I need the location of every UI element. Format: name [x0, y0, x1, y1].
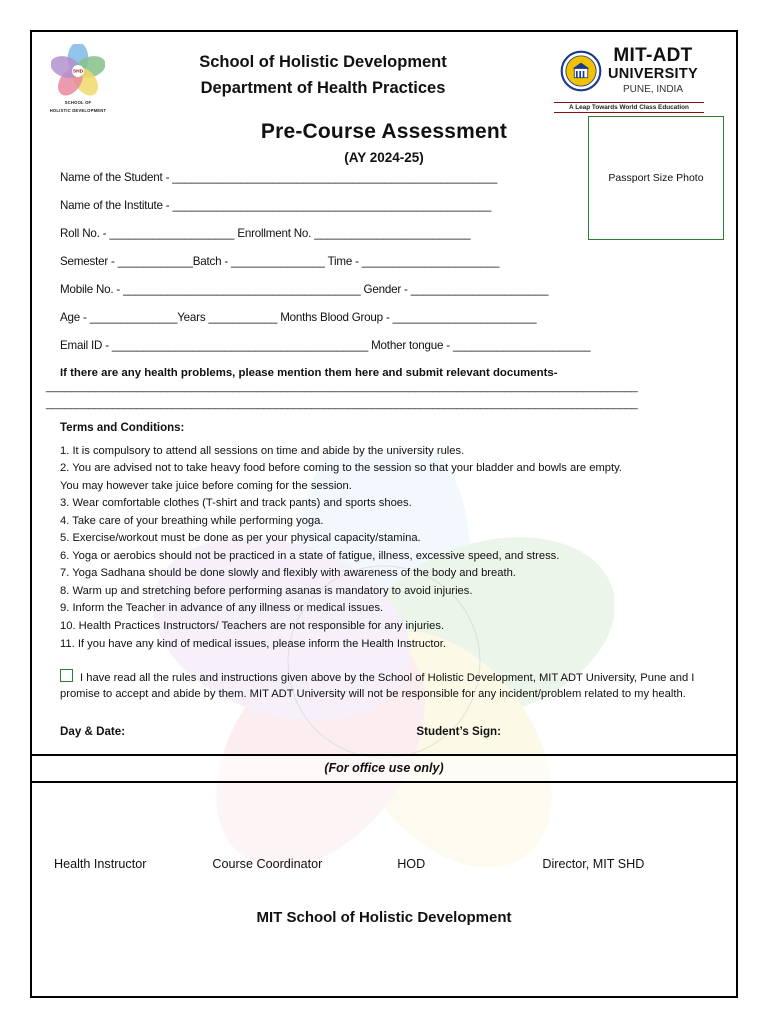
signatory-director[interactable]: Director, MIT SHD — [542, 857, 645, 872]
day-date-label[interactable]: Day & Date: — [60, 725, 126, 739]
declaration-text: I have read all the rules and instructions given above by the School of Holistic Development, MIT ADT University, Pune and I promise to accept and abide by them. MIT ADT University will not be responsible for any incident/problem related to my health. — [60, 671, 695, 701]
mit-tagline: A Leap Towards World Class Education — [554, 102, 704, 113]
document-header — [32, 32, 736, 114]
term-item: 9. Inform the Teacher in advance of any illness or medical issues. — [60, 602, 384, 615]
signatory-health-instructor[interactable]: Health Instructor — [54, 857, 147, 872]
signatory-hod[interactable]: HOD — [397, 857, 426, 872]
declaration-block — [32, 669, 736, 704]
institution-title — [110, 44, 536, 101]
office-use-area — [32, 783, 736, 943]
term-item: 3. Wear comfortable clothes (T-shirt and track pants) and sports shoes. — [60, 497, 412, 510]
health-problems-line-1[interactable]: __________________________________________________________________________________________________ — [46, 380, 638, 393]
signatory-course-coordinator[interactable]: Course Coordinator — [212, 857, 323, 872]
terms-list — [32, 443, 736, 653]
term-item: 2. You are advised not to take heavy food before coming to the session so that your bladder and bowls are empty. — [60, 462, 623, 475]
field-semester-batch-time[interactable]: Semester - ____________Batch - _______________ Time - ______________________ — [60, 254, 500, 268]
field-student-name[interactable]: Name of the Student - ____________________________________________________ — [60, 170, 498, 184]
term-item: 4. Take care of your breathing while performing yoga. — [60, 514, 324, 527]
student-sign-label[interactable]: Student’s Sign: — [416, 725, 501, 739]
mit-seal-icon — [560, 50, 602, 92]
passport-photo-box[interactable]: Passport Size Photo — [588, 116, 724, 240]
field-mobile-gender[interactable]: Mobile No. - ______________________________________ Gender - ______________________ — [60, 282, 549, 296]
page-title: Pre-Course Assessment — [260, 119, 508, 143]
signature-row — [32, 725, 736, 738]
declaration-checkbox[interactable] — [60, 669, 73, 682]
shd-logo — [46, 44, 110, 113]
term-item: 11. If you have any kind of medical issues, please inform the Health Instructor. — [60, 637, 446, 650]
academic-year: (AY 2024-25) — [344, 149, 424, 165]
office-use-bar: (For office use only) — [32, 754, 736, 783]
term-item: 5. Exercise/workout must be done as per your physical capacity/stamina. — [60, 532, 421, 545]
term-item: 7. Yoga Sadhana should be done slowly and flexibly with awareness of the body and breath. — [60, 567, 516, 580]
term-item: 8. Warm up and stretching before performing asanas is mandatory to avoid injuries. — [60, 584, 473, 597]
term-item: 10. Health Practices Instructors/ Teachers are not responsible for any injuries. — [60, 620, 445, 632]
school-name: School of Holistic Development — [199, 53, 447, 71]
shd-logo-caption-line2: HOLISTIC DEVELOPMENT — [49, 107, 107, 113]
field-email-mother-tongue[interactable]: Email ID - _________________________________________ Mother tongue - ______________________ — [60, 338, 591, 352]
health-problems-question: If there are any health problems, please mention them here and submit relevant documents- — [60, 366, 558, 379]
department-name: Department of Health Practices — [200, 78, 446, 97]
mit-adt-logo-block — [536, 44, 722, 114]
health-problems-line-2[interactable]: __________________________________________________________________________________________________ — [46, 398, 638, 411]
mit-university: UNIVERSITY — [607, 65, 698, 82]
shd-logo-caption-line1: SCHOOL OF — [64, 100, 92, 105]
mit-city: PUNE, INDIA — [622, 83, 683, 95]
mit-name: MIT-ADT — [613, 45, 693, 66]
field-institute-name[interactable]: Name of the Institute - ___________________________________________________ — [60, 198, 492, 212]
term-item: 6. Yoga or aerobics should not be practiced in a state of fatigue, illness, excessive speed, and stress. — [60, 549, 560, 562]
footer-institution-name: MIT School of Holistic Development — [256, 909, 512, 927]
field-roll-enrollment[interactable]: Roll No. - ____________________ Enrollment No. _________________________ — [60, 226, 471, 240]
term-item: You may however take juice before coming for the session. — [60, 479, 352, 492]
form-page — [30, 30, 738, 998]
office-signatories — [32, 857, 736, 871]
term-item: 1. It is compulsory to attend all sessions on time and abide by the university rules. — [60, 444, 465, 457]
terms-heading: Terms and Conditions: — [60, 421, 185, 434]
field-age-blood-group[interactable]: Age - ______________Years ___________ Months Blood Group - _______________________ — [60, 310, 537, 324]
svg-text:SHD: SHD — [72, 69, 84, 75]
shd-flower-icon — [51, 44, 105, 98]
